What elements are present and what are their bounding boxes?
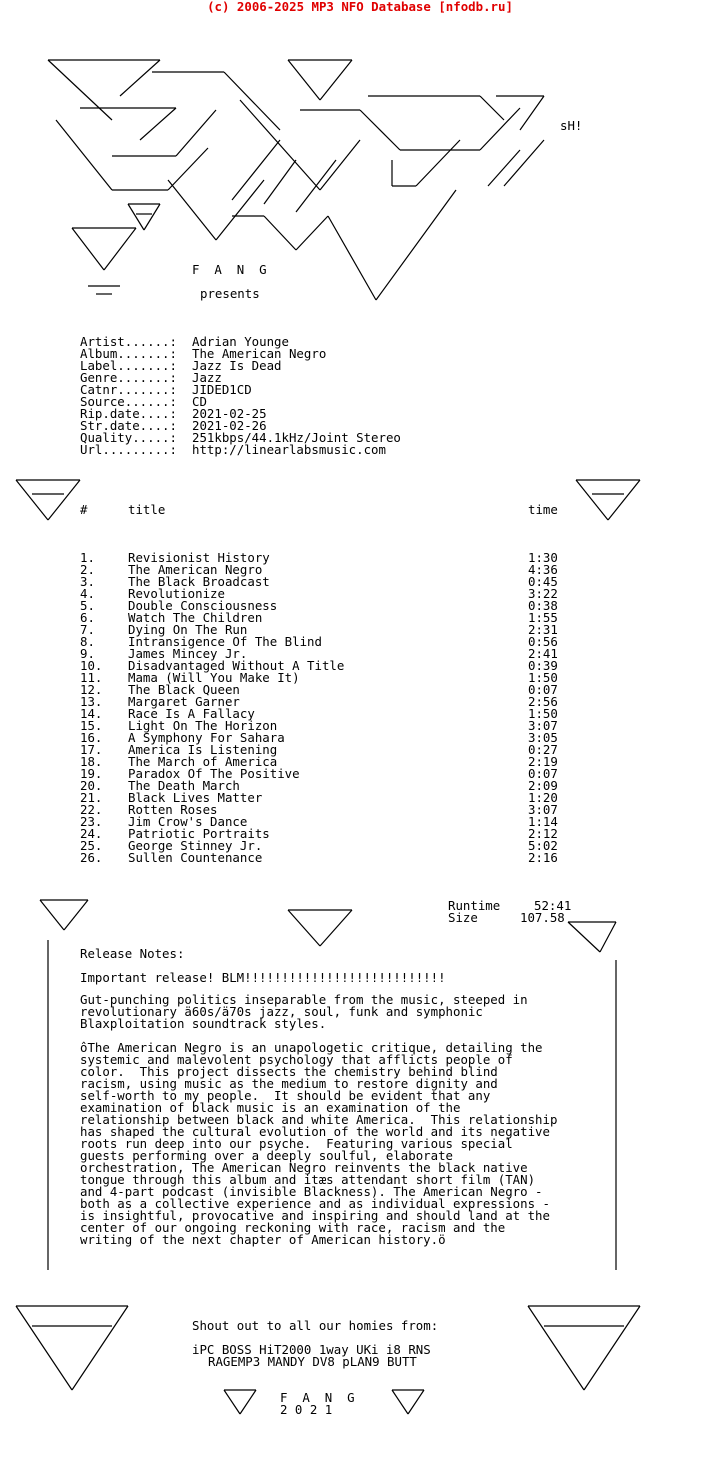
track-number: 7. [80,622,95,637]
track-number: 24. [80,826,103,841]
track-time: 2:31 [528,622,558,637]
size-label: Size [448,910,478,925]
track-title: The Black Queen [128,682,240,697]
track-time: 2:19 [528,754,558,769]
track-time: 1:55 [528,610,558,625]
site-header[interactable]: (c) 2006-2025 MP3 NFO Database [nfodb.ru] [207,0,513,14]
info-key: Catnr.......: [80,382,177,397]
track-number: 1. [80,550,95,565]
track-title: Dying On The Run [128,622,248,637]
track-time: 5:02 [528,838,558,853]
notes-line: self-worth to my people. It should be evident that any [80,1088,491,1103]
track-title: America Is Listening [128,742,278,757]
size-value: 107.58 [520,910,565,925]
track-title: Intransigence Of The Blind [128,634,322,649]
track-number: 12. [80,682,103,697]
col-time-header: time [528,502,558,517]
track-time: 0:39 [528,658,558,673]
notes-line: racism, using music as the medium to restore dignity and [80,1076,498,1091]
info-key: Source......: [80,394,177,409]
notes-important: Important release! BLM!!!!!!!!!!!!!!!!!!!!!!!!!!! [80,970,446,985]
track-title: Race Is A Fallacy [128,706,255,721]
track-title: The Death March [128,778,240,793]
track-time: 2:56 [528,694,558,709]
track-number: 23. [80,814,103,829]
notes-line: and 4-part podcast (invisible Blackness). The American Negro - [80,1184,543,1199]
url-value: http://linearlabsmusic.com [192,442,386,457]
rip-date-value: 2021-02-25 [192,406,267,421]
track-title: Revisionist History [128,550,270,565]
runtime-label: Runtime [448,898,501,913]
track-title: Double Consciousness [128,598,278,613]
track-time: 0:07 [528,682,558,697]
notes-heading: Release Notes: [80,946,185,961]
track-number: 22. [80,802,103,817]
presents-text: presents [200,286,260,301]
greet-groups-line2: RAGEMP3 MANDY DV8 pLAN9 BUTT [208,1354,417,1369]
footer-group-name: F A N G [280,1390,355,1405]
info-key: Genre.......: [80,370,177,385]
greet-groups-line1: iPC BOSS HiT2000 1way UKi i8 RNS [192,1342,431,1357]
track-number: 14. [80,706,103,721]
track-time: 1:50 [528,670,558,685]
track-title: Watch The Children [128,610,263,625]
notes-line: guests performing over a deeply soulful, elaborate [80,1148,453,1163]
track-time: 2:16 [528,850,558,865]
track-number: 18. [80,754,103,769]
notes-line: center of our ongoing reckoning with race, racism and the [80,1220,506,1235]
label-value: Jazz Is Dead [192,358,282,373]
track-number: 5. [80,598,95,613]
track-number: 9. [80,646,95,661]
track-number: 6. [80,610,95,625]
track-number: 15. [80,718,103,733]
tag-text: sH! [560,118,583,133]
notes-line: both as a collective experience and as individual expressions - [80,1196,550,1211]
track-title: George Stinney Jr. [128,838,263,853]
notes-line: Gut-punching politics inseparable from the music, steeped in [80,992,528,1007]
track-number: 13. [80,694,103,709]
track-title: Rotten Roses [128,802,218,817]
genre-value: Jazz [192,370,222,385]
track-title: The March of America [128,754,278,769]
track-title: Paradox Of The Positive [128,766,300,781]
track-title: The Black Broadcast [128,574,270,589]
notes-line: color. This project dissects the chemistry behind blind [80,1064,498,1079]
track-time: 2:12 [528,826,558,841]
track-title: Jim Crow's Dance [128,814,248,829]
info-key: Quality.....: [80,430,177,445]
track-title: Mama (Will You Make It) [128,670,300,685]
notes-line: writing of the next chapter of American history.ö [80,1232,446,1247]
track-time: 0:07 [528,766,558,781]
track-title: The American Negro [128,562,263,577]
track-time: 4:36 [528,562,558,577]
group-name: F A N G [192,262,267,277]
notes-line: Blaxploitation soundtrack styles. [80,1016,327,1031]
track-time: 3:07 [528,802,558,817]
track-time: 3:07 [528,718,558,733]
track-time: 1:20 [528,790,558,805]
footer-year: 2 0 2 1 [280,1402,333,1417]
info-key: Rip.date....: [80,406,177,421]
track-time: 0:38 [528,598,558,613]
track-title: Light On The Horizon [128,718,278,733]
logo-lines [48,60,544,300]
notes-line: systemic and malevolent psychology that afflicts people of [80,1052,513,1067]
notes-line: orchestration, The American Negro reinvents the black native [80,1160,528,1175]
notes-line: has shaped the cultural evolution of the world and its negative [80,1124,550,1139]
track-time: 1:50 [528,706,558,721]
notes-line: examination of black music is an examination of the [80,1100,461,1115]
track-title: A Symphony For Sahara [128,730,285,745]
track-title: Disadvantaged Without A Title [128,658,345,673]
track-time: 2:41 [528,646,558,661]
info-key: Album.......: [80,346,177,361]
album-value: The American Negro [192,346,327,361]
info-key: Url.........: [80,442,177,457]
track-time: 0:27 [528,742,558,757]
quality-value: 251kbps/44.1kHz/Joint Stereo [192,430,401,445]
catnr-value: JIDED1CD [192,382,252,397]
shoutout-text: Shout out to all our homies from: [192,1318,439,1333]
track-number: 8. [80,634,95,649]
track-number: 11. [80,670,103,685]
notes-line: is insightful, provocative and inspiring and should land at the [80,1208,550,1223]
notes-line: tongue through this album and itæs attendant short film (TAN) [80,1172,536,1187]
track-number: 20. [80,778,103,793]
track-number: 16. [80,730,103,745]
notes-line: revolutionary ä60s/ä70s jazz, soul, funk and symphonic [80,1004,483,1019]
track-time: 3:22 [528,586,558,601]
source-value: CD [192,394,207,409]
track-number: 17. [80,742,103,757]
notes-line: roots run deep into our psyche. Featuring various special [80,1136,513,1151]
track-time: 1:14 [528,814,558,829]
str-date-value: 2021-02-26 [192,418,267,433]
track-number: 4. [80,586,95,601]
artist-value: Adrian Younge [192,334,289,349]
track-title: James Mincey Jr. [128,646,248,661]
notes-line: ôThe American Negro is an unapologetic critique, detailing the [80,1040,543,1055]
info-key: Artist......: [80,334,177,349]
track-time: 0:45 [528,574,558,589]
track-title: Margaret Garner [128,694,240,709]
runtime-value: 52:41 [534,898,572,913]
track-title: Black Lives Matter [128,790,263,805]
release-notes [80,948,557,1246]
track-time: 1:30 [528,550,558,565]
track-time: 0:56 [528,634,558,649]
track-number: 2. [80,562,95,577]
info-key: Str.date....: [80,418,177,433]
track-number: 26. [80,850,103,865]
track-number: 21. [80,790,103,805]
track-number: 19. [80,766,103,781]
track-time: 2:09 [528,778,558,793]
track-number: 10. [80,658,103,673]
track-number: 3. [80,574,95,589]
notes-line: relationship between black and white America. This relationship [80,1112,558,1127]
col-title-header: title [128,502,166,517]
track-title: Revolutionize [128,586,225,601]
info-key: Label.......: [80,358,177,373]
track-title: Patriotic Portraits [128,826,270,841]
track-title: Sullen Countenance [128,850,263,865]
track-number: 25. [80,838,103,853]
track-time: 3:05 [528,730,558,745]
col-num-header: # [80,502,88,517]
